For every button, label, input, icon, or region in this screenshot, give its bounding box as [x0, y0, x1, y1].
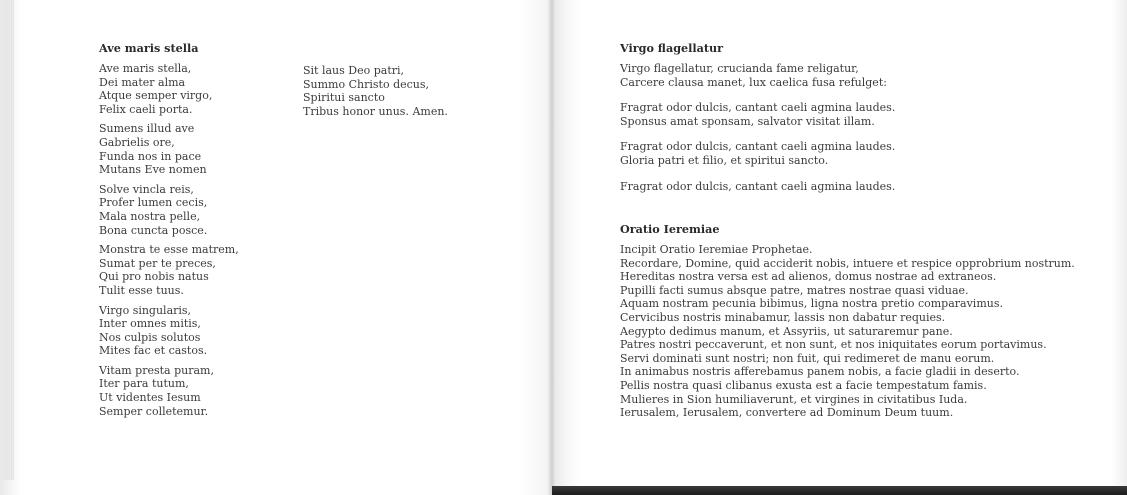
verse-line: Sumens illud ave — [99, 122, 195, 136]
verse-line: Mites fac et castos. — [99, 344, 208, 358]
verse-line: Felix caeli porta. — [99, 102, 193, 116]
hymn-continuation — [303, 64, 503, 118]
verse-line: Tulit esse tuus. — [99, 283, 184, 297]
verse-line: Servi dominati sunt nostri; non fuit, qui redimeret de manu eorum. — [620, 351, 995, 365]
verse-line: Virgo singularis, — [99, 303, 192, 317]
verse-line: Inter omnes mitis, — [99, 317, 201, 331]
verse-line: Fragrat odor dulcis, cantant caeli agmina laudes. — [620, 101, 896, 115]
verse-line: Aegypto dedimus manum, et Assyriis, ut saturaremur pane. — [620, 324, 953, 338]
verse-line: Virgo flagellatur, crucianda fame religatur, — [620, 62, 859, 75]
hymn-stanza — [99, 183, 289, 237]
verse-line: Mulieres in Sion humiliaverunt, et virgines in civitatibus Iuda. — [620, 392, 968, 406]
hymn-stanza — [99, 243, 289, 297]
verse-line: Cervicibus nostris minabamur, lassis non dabatur requies. — [620, 310, 946, 324]
antiphon-stanza — [620, 101, 920, 128]
oratio-lines — [620, 243, 1075, 420]
verse-line: Mala nostra pelle, — [99, 209, 201, 223]
antiphon-stanzas — [620, 62, 920, 193]
verse-line: Carcere clausa manet, lux caelica fusa refulget: — [620, 75, 887, 89]
antiphon-stanza — [620, 62, 920, 89]
table-edge — [552, 486, 1127, 495]
verse-line: Dei mater alma — [99, 75, 186, 89]
oratio-title: Oratio Ieremiae — [620, 222, 720, 236]
verse-line: Mutans Eve nomen — [99, 163, 207, 177]
verse-line: Fragrat odor dulcis, cantant caeli agmina laudes. — [620, 179, 896, 193]
verse-line: Monstra te esse matrem, — [99, 243, 239, 257]
hymn-stanza — [99, 364, 289, 418]
verse-line: Fragrat odor dulcis, cantant caeli agmina laudes. — [620, 140, 896, 154]
verse-line: Ierusalem, Ierusalem, convertere ad Dominum Deum tuum. — [620, 406, 954, 420]
verse-line: Recordare, Domine, quid acciderit nobis, intuere et respice opprobrium nostrum. — [620, 256, 1075, 270]
verse-line: Aquam nostram pecunia bibimus, ligna nostra pretio comparavimus. — [620, 297, 1003, 311]
hymn-ave-maris-stella — [99, 41, 289, 418]
verse-line: Vitam presta puram, — [99, 363, 214, 377]
verse-line: Tribus honor unus. Amen. — [303, 104, 448, 118]
book-gutter — [548, 0, 556, 495]
verse-line: Patres nostri peccaverunt, et non sunt, et nos iniquitates eorum portavimus. — [620, 338, 1047, 352]
verse-line: Ut videntes Iesum — [99, 391, 201, 405]
hymn-stanza — [99, 122, 289, 176]
verse-line: Sponsus amat sponsam, salvator visitat illam. — [620, 114, 875, 128]
verse-line: Sit laus Deo patri, — [303, 64, 405, 77]
antiphon-stanza — [620, 140, 920, 167]
antiphon-title: Virgo flagellatur — [620, 41, 724, 55]
verse-line: Incipit Oratio Ieremiae Prophetae. — [620, 243, 813, 256]
verse-line: Pellis nostra quasi clibanus exusta est a facie tempestatum famis. — [620, 378, 987, 392]
verse-line: Spiritui sancto — [303, 91, 385, 105]
verse-line: Gabrielis ore, — [99, 135, 175, 149]
verse-line: Hereditas nostra versa est ad alienos, domus nostrae ad extraneos. — [620, 270, 997, 284]
verse-line: Sumat per te preces, — [99, 256, 216, 270]
hymn-stanzas — [99, 62, 289, 418]
verse-line: Semper colletemur. — [99, 404, 209, 418]
verse-line: Funda nos in pace — [99, 149, 202, 163]
verse-line: Atque semper virgo, — [99, 89, 213, 103]
verse-line: Pupilli facti sumus absque patre, matres nostrae quasi viduae. — [620, 283, 969, 297]
verse-line: Nos culpis solutos — [99, 330, 201, 344]
verse-line: Qui pro nobis natus — [99, 270, 209, 284]
verse-line: Profer lumen cecis, — [99, 196, 208, 210]
verse-line: Summo Christo decus, — [303, 77, 430, 91]
verse-line: Ave maris stella, — [99, 62, 192, 75]
verse-line: Bona cuncta posce. — [99, 223, 208, 237]
verse-line: In animabus nostris afferebamus panem nobis, a facie gladii in deserto. — [620, 365, 1020, 379]
oratio-ieremiae — [620, 222, 1075, 420]
hymn-title: Ave maris stella — [99, 41, 199, 55]
page-edge-stack — [0, 0, 14, 480]
antiphon-stanza — [620, 180, 920, 194]
hymn-stanza — [99, 62, 289, 116]
verse-line: Iter para tutum, — [99, 377, 189, 391]
continuation-stanza — [303, 64, 503, 118]
antiphon-virgo-flagellatur — [620, 41, 920, 193]
hymn-stanza — [99, 304, 289, 358]
verse-line: Solve vincla reis, — [99, 182, 194, 196]
verse-line: Gloria patri et filio, et spiritui sancto. — [620, 153, 829, 167]
